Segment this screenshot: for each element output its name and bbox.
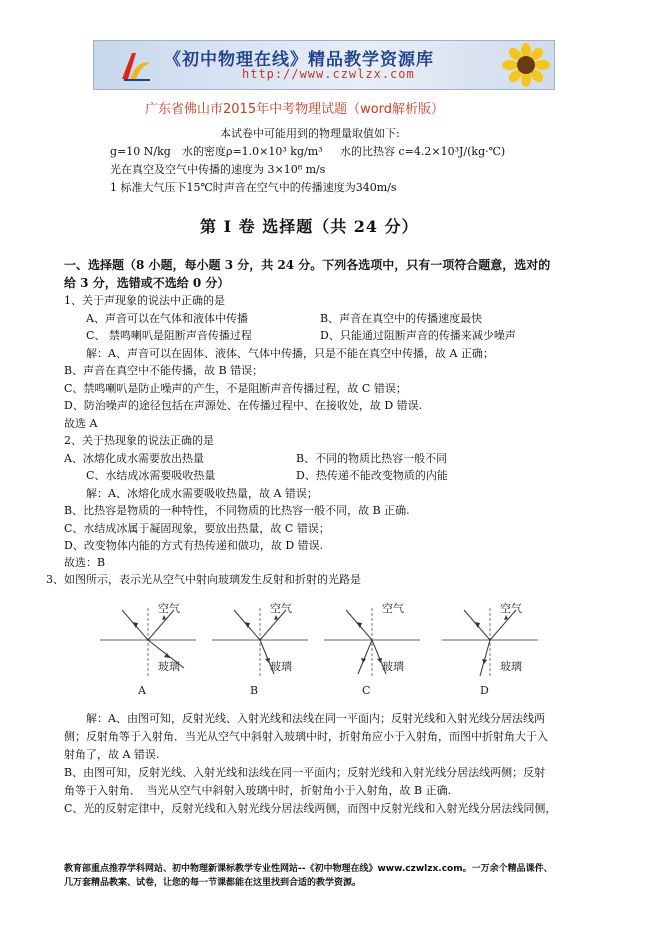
q2-solution-d: D、改变物体内能的方式有热传递和做功，故 D 错误. (64, 539, 324, 552)
fig-d-glass-label: 玻璃 (500, 660, 522, 673)
section-title: 第 I 卷 选择题（共 24 分） (200, 217, 419, 236)
banner-title: 《初中物理在线》精品教学资源库 (164, 50, 434, 70)
q1-answer: 故选 A (64, 417, 98, 430)
q1-solution-a: 解：A、声音可以在固体、液体、气体中传播，只是不能在真空中传播，故 A 正确； (86, 347, 494, 360)
q2-solution-c: C、水结成冰属于凝固现象，要放出热量，故 C 错误； (64, 522, 330, 535)
fig-c-glass-label: 玻璃 (382, 660, 404, 673)
q1-option-a: A、声音可以在气体和液体中传播 (86, 312, 248, 325)
q2-option-c: C、水结成冰需要吸收热量 (86, 469, 216, 482)
sunflower-icon (502, 43, 550, 87)
q2-option-b: B、不同的物质比热容一般不同 (296, 452, 448, 465)
fig-b-glass-label: 玻璃 (270, 660, 292, 673)
optics-figure-c (324, 600, 420, 700)
q1-option-d: D、只能通过阻断声音的传播来减少噪声 (320, 329, 516, 342)
q1-solution-b: B、声音在真空中不能传播，故 B 错误； (64, 364, 264, 377)
fig-d-letter: D (480, 684, 489, 697)
q3-solution-line-3: 射角了，故 A 错误. (64, 748, 160, 761)
q1-option-c: C、 禁鸣喇叭是阻断声音传播过程 (86, 329, 252, 342)
q1-solution-d: D、防治噪声的途径包括在声源处、在传播过程中、在接收处，故 D 错误. (64, 399, 423, 412)
q2-solution-b: B、比热容是物质的一种特性，不同物质的比热容一般不同，故 B 正确. (64, 504, 410, 517)
site-banner (93, 40, 555, 90)
optics-diagram-c (324, 600, 420, 682)
q3-stem: 3、如图所示，表示光从空气中射向玻璃发生反射和折射的光路是 (46, 573, 361, 586)
q3-solution-line-5: 角等于入射角． 当光从空气中斜射入玻璃中时，折射角小于入射角，故 B 正确. (64, 784, 452, 797)
q2-stem: 2、关于热现象的说法正确的是 (64, 434, 214, 447)
optics-figure-d (442, 600, 538, 700)
optics-figure-b (212, 600, 308, 700)
page-footer (64, 862, 553, 890)
document-title: 广东省佛山市2015年中考物理试题（word解析版） (145, 102, 445, 117)
q3-solution-line-6: C、光的反射定律中，反射光线和入射光线分居法线两侧，而图中反射光线和入射光线分居法线同侧， (64, 802, 557, 815)
q3-solution-line-2: 侧；反射角等于入射角．当光从空气中斜射入玻璃中时，折射角应小于入射角，而图中折射角大于入 (64, 730, 548, 743)
fig-d-air-label: 空气 (500, 602, 522, 615)
constant-water-heat: 水的比热容 c=4.2×10³J/(kg·℃) (340, 145, 506, 158)
instructions-line-2: 给 3 分，选错或不选给 0 分） (64, 276, 230, 290)
fig-a-letter: A (138, 684, 146, 697)
fig-c-letter: C (362, 684, 371, 697)
q2-answer: 故选：B (64, 556, 106, 569)
footer-line-1: 教育部重点推荐学科网站、初中物理新课标教学专业性网站--《初中物理在线》www.czwlzx.com。一万余个精品课件、 (64, 864, 553, 874)
q1-option-b: B、声音在真空中的传播速度最快 (320, 312, 483, 325)
banner-url[interactable]: http://www.czwlzx.com (242, 67, 415, 81)
fig-a-air-label: 空气 (158, 602, 180, 615)
constant-sound-speed: 1 标准大气压下15℃时声音在空气中的传播速度为340m/s (110, 181, 397, 194)
q1-stem: 1、关于声现象的说法中正确的是 (64, 294, 225, 307)
fig-c-air-label: 空气 (382, 602, 404, 615)
footer-line-2: 几万套精品教案、试卷，让您的每一节课都能在这里找到合适的教学资源。 (64, 878, 362, 888)
fig-a-glass-label: 玻璃 (158, 660, 180, 673)
q3-solution-line-1: 解：A、由图可知，反射光线、入射光线和法线在同一平面内；反射光线和入射光线分居法线两 (86, 712, 545, 725)
instructions-line-1: 一、选择题（8 小题，每小题 3 分，共 24 分。下列各选项中，只有一项符合题意，选对的 (64, 258, 551, 272)
optics-diagram-d (442, 600, 538, 682)
fig-b-letter: B (250, 684, 259, 697)
q2-option-a: A、冰熔化成水需要放出热量 (64, 452, 204, 465)
constant-light-speed: 光在真空及空气中传播的速度为 3×10⁸ m/s (110, 163, 326, 176)
constant-water-density: 水的密度ρ=1.0×10³ kg/m³ (182, 145, 323, 158)
optics-figure-a (100, 600, 196, 700)
fig-b-air-label: 空气 (270, 602, 292, 615)
q2-option-d: D、热传递不能改变物质的内能 (296, 469, 448, 482)
constants-heading: 本试卷中可能用到的物理量取值如下: (220, 127, 400, 140)
constant-g: g=10 N/kg (110, 145, 171, 158)
q2-solution-a: 解：A、冰熔化成水需要吸收热量，故 A 错误； (86, 487, 318, 500)
optics-diagram-b (212, 600, 308, 682)
q3-solution-line-4: B、由图可知，反射光线、入射光线和法线在同一平面内；反射光线和入射光线分居法线两侧；反射 (64, 766, 546, 779)
optics-diagram-a (100, 600, 196, 682)
q1-solution-c: C、禁鸣喇叭是防止噪声的产生，不是阻断声音传播过程，故 C 错误； (64, 382, 407, 395)
site-logo-icon (118, 49, 154, 83)
